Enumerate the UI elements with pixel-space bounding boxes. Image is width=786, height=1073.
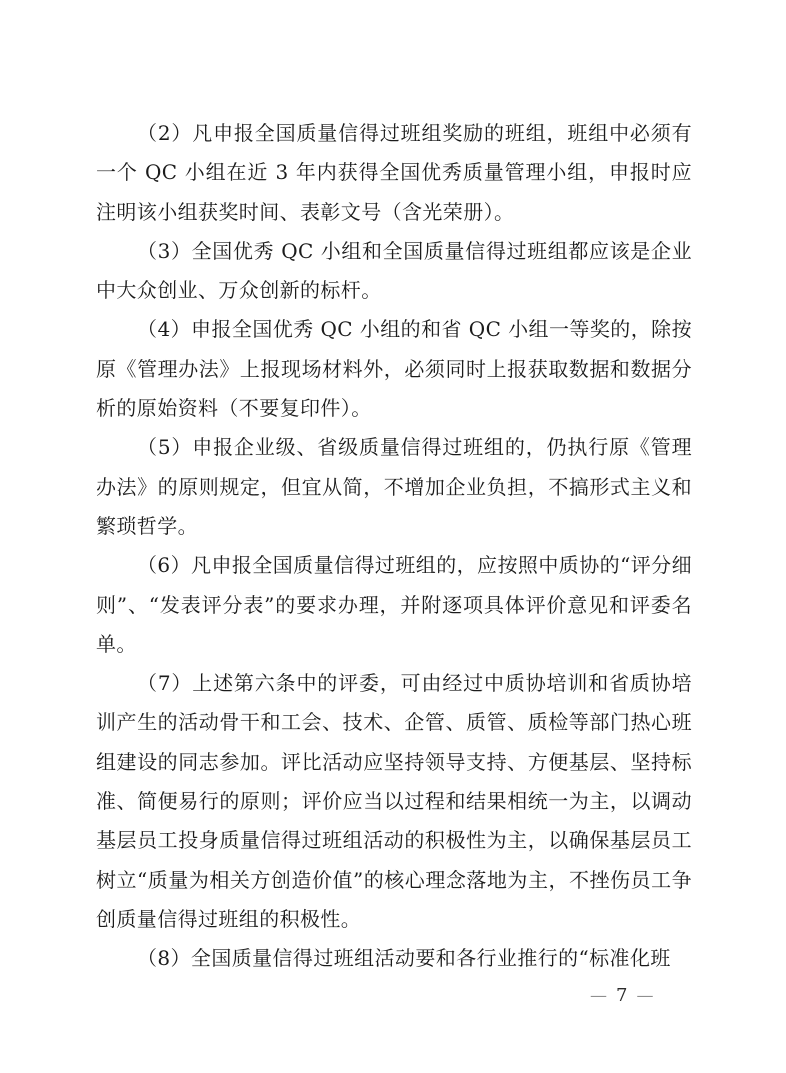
page-number-left-dash: — xyxy=(590,986,607,1006)
paragraph-item-2: （2）凡申报全国质量信得过班组奖励的班组，班组中必须有一个 QC 小组在近 3 年内获得全国优秀质量管理小组，申报时应注明该小组获奖时间、表彰文号（含光荣册）。 xyxy=(96,121,692,224)
paragraph-item-5: （5）申报企业级、省级质量信得过班组的，仍执行原《管理办法》的原则规定，但宜从简，不增加企业负担，不搞形式主义和繁琐哲学。 xyxy=(96,435,692,538)
paragraph-item-7: （7）上述第六条中的评委，可由经过中质协培训和省质协培训产生的活动骨干和工会、技术、企管、质管、质检等部门热心班组建设的同志参加。评比活动应坚持领导支持、方便基层、坚持标准、简便易行的原则；评价应当以过程和结果相统一为主，以调动基层员工投身质量信得过班组活动的积极性为主，以确保基层员工树立“质量为相关方创造价值”的核心理念落地为主，不挫伤员工争创质量信得过班组的积极性。 xyxy=(96,671,692,931)
page-number-value: 7 xyxy=(616,985,628,1006)
page-content xyxy=(96,114,692,979)
page-number xyxy=(590,986,680,1006)
paragraph-item-8: （8）全国质量信得过班组活动要和各行业推行的“标准化班 xyxy=(137,946,671,971)
paragraph-item-4: （4）申报全国优秀 QC 小组的和省 QC 小组一等奖的，除按原《管理办法》上报现场材料外，必须同时上报获取数据和数据分析的原始资料（不要复印件）。 xyxy=(96,317,692,421)
paragraph-item-6: （6）凡申报全国质量信得过班组的，应按照中质协的“评分细则”、“发表评分表”的要求办理，并附逐项具体评价意见和评委名单。 xyxy=(96,553,692,656)
page-number-right-dash: — xyxy=(636,986,654,1006)
paragraph-item-3: （3）全国优秀 QC 小组和全国质量信得过班组都应该是企业中大众创业、万众创新的标杆。 xyxy=(96,238,692,303)
